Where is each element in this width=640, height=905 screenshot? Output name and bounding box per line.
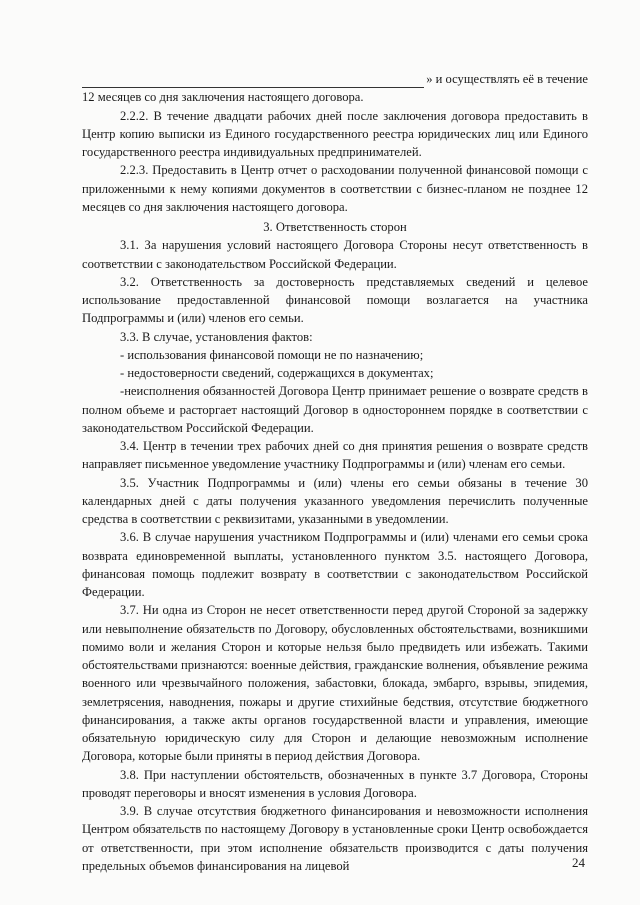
underline-blank <box>82 74 424 88</box>
first-line-tail: » и осуществлять её в течение <box>426 72 588 86</box>
clause-3-3: 3.3. В случае, установления фактов: <box>120 329 313 344</box>
clause-3-8: 3.8. При наступлении обстоятельств, обозначенных в пункте 3.7 Договора, Стороны проводят переговоры и вносят изменения в условия Договора. <box>82 767 588 800</box>
continued-line <box>82 70 588 88</box>
clause-3-2: 3.2. Ответственность за достоверность представляемых сведений и целевое использование предоставленной финансовой помощи возлагается на участника Подпрограммы и (или) членов его семьи. <box>82 274 588 326</box>
list-item: - использования финансовой помощи не по назначению; <box>120 347 424 362</box>
clause-3-6: 3.6. В случае нарушения участником Подпрограммы и (или) членами его семьи срока возврата единовременной выплаты, установленного пунктом 3.5. настоящего Договора, финансовая помощь подлежит возврату в соответствии с законодательством Российской Федерации. <box>82 530 588 599</box>
clause-3-1: 3.1. За нарушения условий настоящего Договора Стороны несут ответственность в соответствии с законодательством Российской Федерации. <box>82 238 588 271</box>
section-heading: 3. Ответственность сторон <box>263 220 407 234</box>
clause-3-4: 3.4. Центр в течении трех рабочих дней со дня принятия решения о возврате средств направляет письменное уведомление участнику Подпрограммы и (или) членам его семьи. <box>82 439 588 472</box>
list-item: - недостоверности сведений, содержащихся в документах; <box>120 366 434 380</box>
clause-2-2-3: 2.2.3. Предоставить в Центр отчет о расходовании полученной финансовой помощи с приложенными к нему копиями документов в соответствии с бизнес-планом не позднее 12 месяцев со дня заключения настоящего договора. <box>82 163 588 214</box>
list-item: -неисполнения обязанностей Договора Центр принимает решение о возврате средств в полном объеме и расторгает настоящий Договор в одностороннем порядке в соответствии с законодательством Российской Федерации. <box>82 384 588 435</box>
clause-3-9: 3.9. В случае отсутствия бюджетного финансирования и невозможности исполнения Центром обязательств по настоящему Договору в установленные сроки Центр освобождается от ответственности, при этом исполнение обязательств производится с даты получения предельных объемов финансирования на лицевой <box>82 804 588 873</box>
clause-3-7: 3.7. Ни одна из Сторон не несет ответственности перед другой Стороной за задержку или невыполнение обязательств по Договору, обусловленных обстоятельствами, возникшими помимо воли и желания Сторон и которые нельзя было предвидеть или избежать. Такими обстоятельствами признаются: военные действия, гражданские волнения, объявление режима военного или чрезвычайного положения, забастовки, блокада, эмбарго, взрывы, эпидемия, землетрясения, наводнения, пожары и другие стихийные бедствия, отсутствие бюджетного финансирования, а также акты органов государственной власти и управления, имеющие обязательную юридическую силу для Сторон и делающие невозможным исполнение Договора, которые были приняты в период действия Договора. <box>82 603 588 764</box>
clause-3-5: 3.5. Участник Подпрограммы и (или) члены его семьи обязаны в течение 30 календарных дней с даты получения указанного уведомления перечислить полученные средства в соответствии с реквизитами, указанными в уведомлении. <box>82 475 588 526</box>
paragraph-continuation: 12 месяцев со дня заключения настоящего договора. <box>82 90 364 105</box>
document-body <box>82 70 588 875</box>
page-number: 24 <box>572 855 585 870</box>
clause-2-2-2: 2.2.2. В течение двадцати рабочих дней после заключения договора предоставить в Центр копию выписки из Единого государственного реестра юридических лиц или Единого государственного реестра индивидуальных предпринимателей. <box>82 108 588 159</box>
